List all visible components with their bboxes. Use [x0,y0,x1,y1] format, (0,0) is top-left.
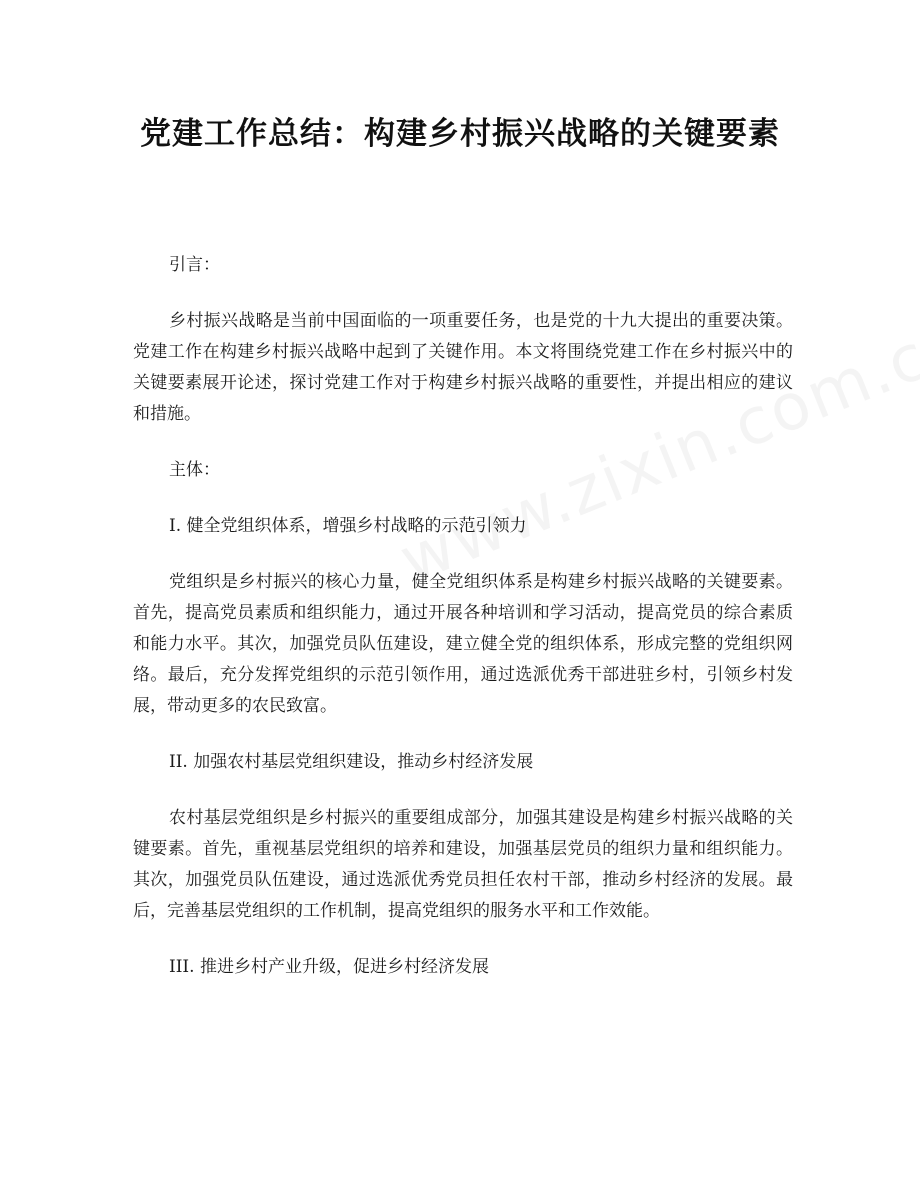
paragraph-section-1: 党组织是乡村振兴的核心力量，健全党组织体系是构建乡村振兴战略的关键要素。首先，提高党员素质和组织能力，通过开展各种培训和学习活动，提高党员的综合素质和能力水平。其次，加强党员队伍建设，建立健全党的组织体系，形成完整的党组织网络。最后，充分发挥党组织的示范引领作用，通过选派优秀干部进驻乡村，引领乡村发展，带动更多的农民致富。 [133,572,793,716]
section-heading-3: III. 推进乡村产业升级，促进乡村经济发展 [169,957,489,977]
paragraph-section-2: 农村基层党组织是乡村振兴的重要组成部分，加强其建设是构建乡村振兴战略的关键要素。首先，重视基层党组织的培养和建设，加强基层党员的组织力量和组织能力。其次，加强党员队伍建设，通过选派优秀党员担任农村干部，推动乡村经济的发展。最后，完善基层党组织的工作机制，提高党组织的服务水平和工作效能。 [133,808,793,921]
document-title: 党建工作总结：构建乡村振兴战略的关键要素 [140,116,780,152]
document-body [133,250,793,1008]
paragraph-body-label: 主体： [169,460,220,480]
section-heading-1: I. 健全党组织体系，增强乡村战略的示范引领力 [169,516,527,536]
paragraph-intro-label: 引言： [169,255,220,275]
paragraph-intro: 乡村振兴战略是当前中国面临的一项重要任务，也是党的十九大提出的重要决策。党建工作在构建乡村振兴战略中起到了关键作用。本文将围绕党建工作在乡村振兴中的关键要素展开论述，探讨党建工作对于构建乡村振兴战略的重要性，并提出相应的建议和措施。 [133,311,793,424]
section-heading-2: II. 加强农村基层党组织建设，推动乡村经济发展 [169,752,534,772]
